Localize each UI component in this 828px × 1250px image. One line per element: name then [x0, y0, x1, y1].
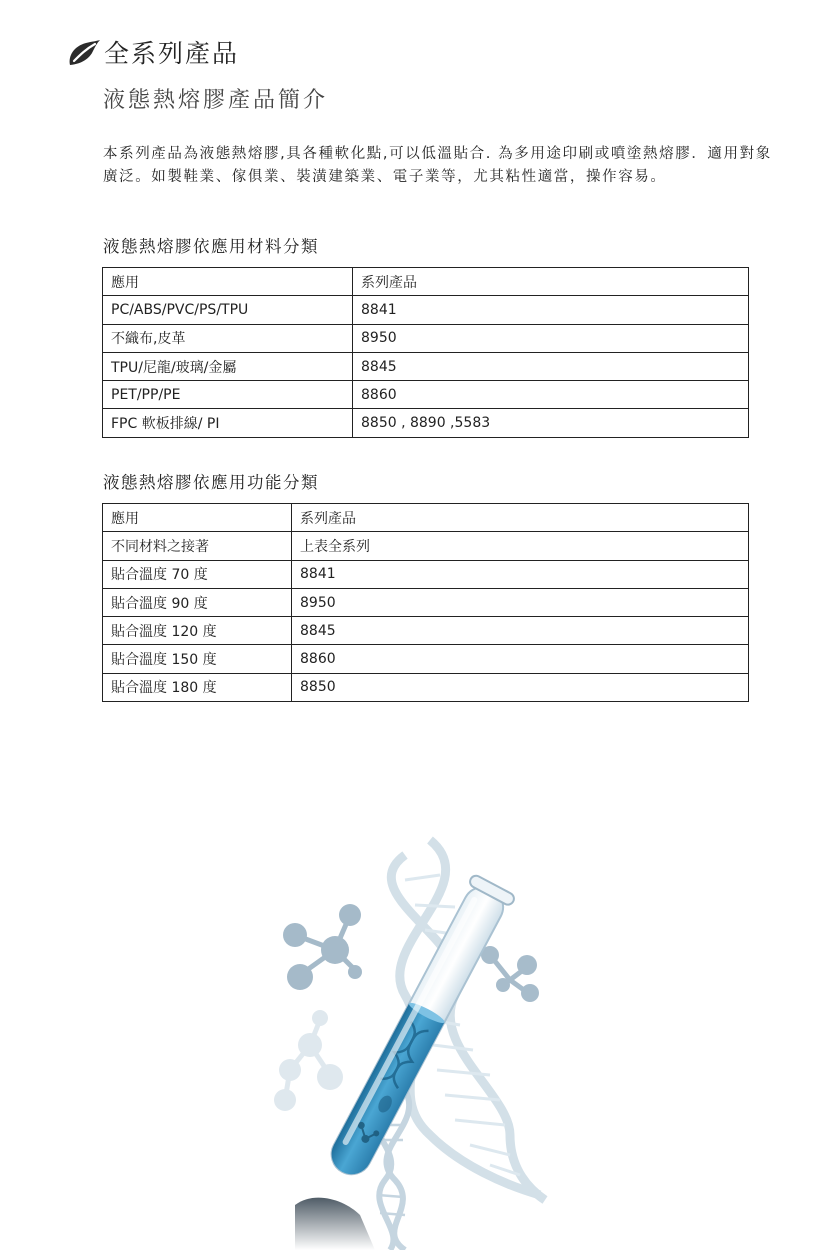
table-row	[103, 560, 749, 588]
header-cell-application: 應用	[103, 268, 353, 296]
test-tube-dna-illustration	[255, 835, 585, 1250]
series-cell: 8841	[292, 560, 749, 588]
table-header-row	[103, 268, 749, 296]
intro-paragraph: 本系列產品為液態熱熔膠,具各種軟化點,可以低溫貼合. 為多用途印刷或噴塗熱熔膠．適用對象廣泛。如製鞋業、傢俱業、裝潢建築業、電子業等，尤其粘性適當，操作容易。	[103, 146, 772, 185]
series-cell: 8850 , 8890 ,5583	[353, 409, 749, 437]
table-row	[103, 409, 749, 437]
application-cell: PET/PP/PE	[103, 381, 353, 409]
application-cell: FPC 軟板排線/ PI	[103, 409, 353, 437]
material-table	[102, 267, 749, 438]
series-cell: 8950	[292, 588, 749, 616]
series-cell: 8860	[292, 645, 749, 673]
table-row	[103, 532, 749, 560]
molecule-faded	[274, 1010, 343, 1111]
material-section-title: 液態熱熔膠依應用材料分類	[103, 237, 319, 256]
table-row	[103, 617, 749, 645]
test-tube-shadow	[295, 1198, 375, 1250]
molecule-right	[481, 946, 539, 1002]
table-row	[103, 296, 749, 324]
header-cell-series: 系列產品	[353, 268, 749, 296]
molecule-left	[283, 904, 362, 990]
series-cell: 8845	[353, 352, 749, 380]
series-cell: 8850	[292, 673, 749, 701]
series-cell: 8860	[353, 381, 749, 409]
table-row	[103, 381, 749, 409]
table-row	[103, 352, 749, 380]
table-row	[103, 324, 749, 352]
table-header-row	[103, 504, 749, 532]
application-cell: 不同材料之接著	[103, 532, 292, 560]
application-cell: 貼合溫度 180 度	[103, 673, 292, 701]
page-title: 全系列產品	[104, 39, 240, 68]
series-cell: 8950	[353, 324, 749, 352]
application-cell: 不織布,皮革	[103, 324, 353, 352]
page-subtitle: 液態熱熔膠產品簡介	[103, 88, 329, 113]
application-cell: 貼合溫度 120 度	[103, 617, 292, 645]
table-row	[103, 645, 749, 673]
header-cell-series: 系列產品	[292, 504, 749, 532]
table-row	[103, 588, 749, 616]
series-cell: 8841	[353, 296, 749, 324]
function-table	[102, 503, 749, 702]
application-cell: 貼合溫度 150 度	[103, 645, 292, 673]
header-cell-application: 應用	[103, 504, 292, 532]
function-section-title: 液態熱熔膠依應用功能分類	[103, 473, 319, 492]
series-cell: 上表全系列	[292, 532, 749, 560]
series-cell: 8845	[292, 617, 749, 645]
application-cell: 貼合溫度 70 度	[103, 560, 292, 588]
table-row	[103, 673, 749, 701]
application-cell: 貼合溫度 90 度	[103, 588, 292, 616]
brand-leaf-icon	[66, 38, 102, 68]
application-cell: PC/ABS/PVC/PS/TPU	[103, 296, 353, 324]
application-cell: TPU/尼龍/玻璃/金屬	[103, 352, 353, 380]
